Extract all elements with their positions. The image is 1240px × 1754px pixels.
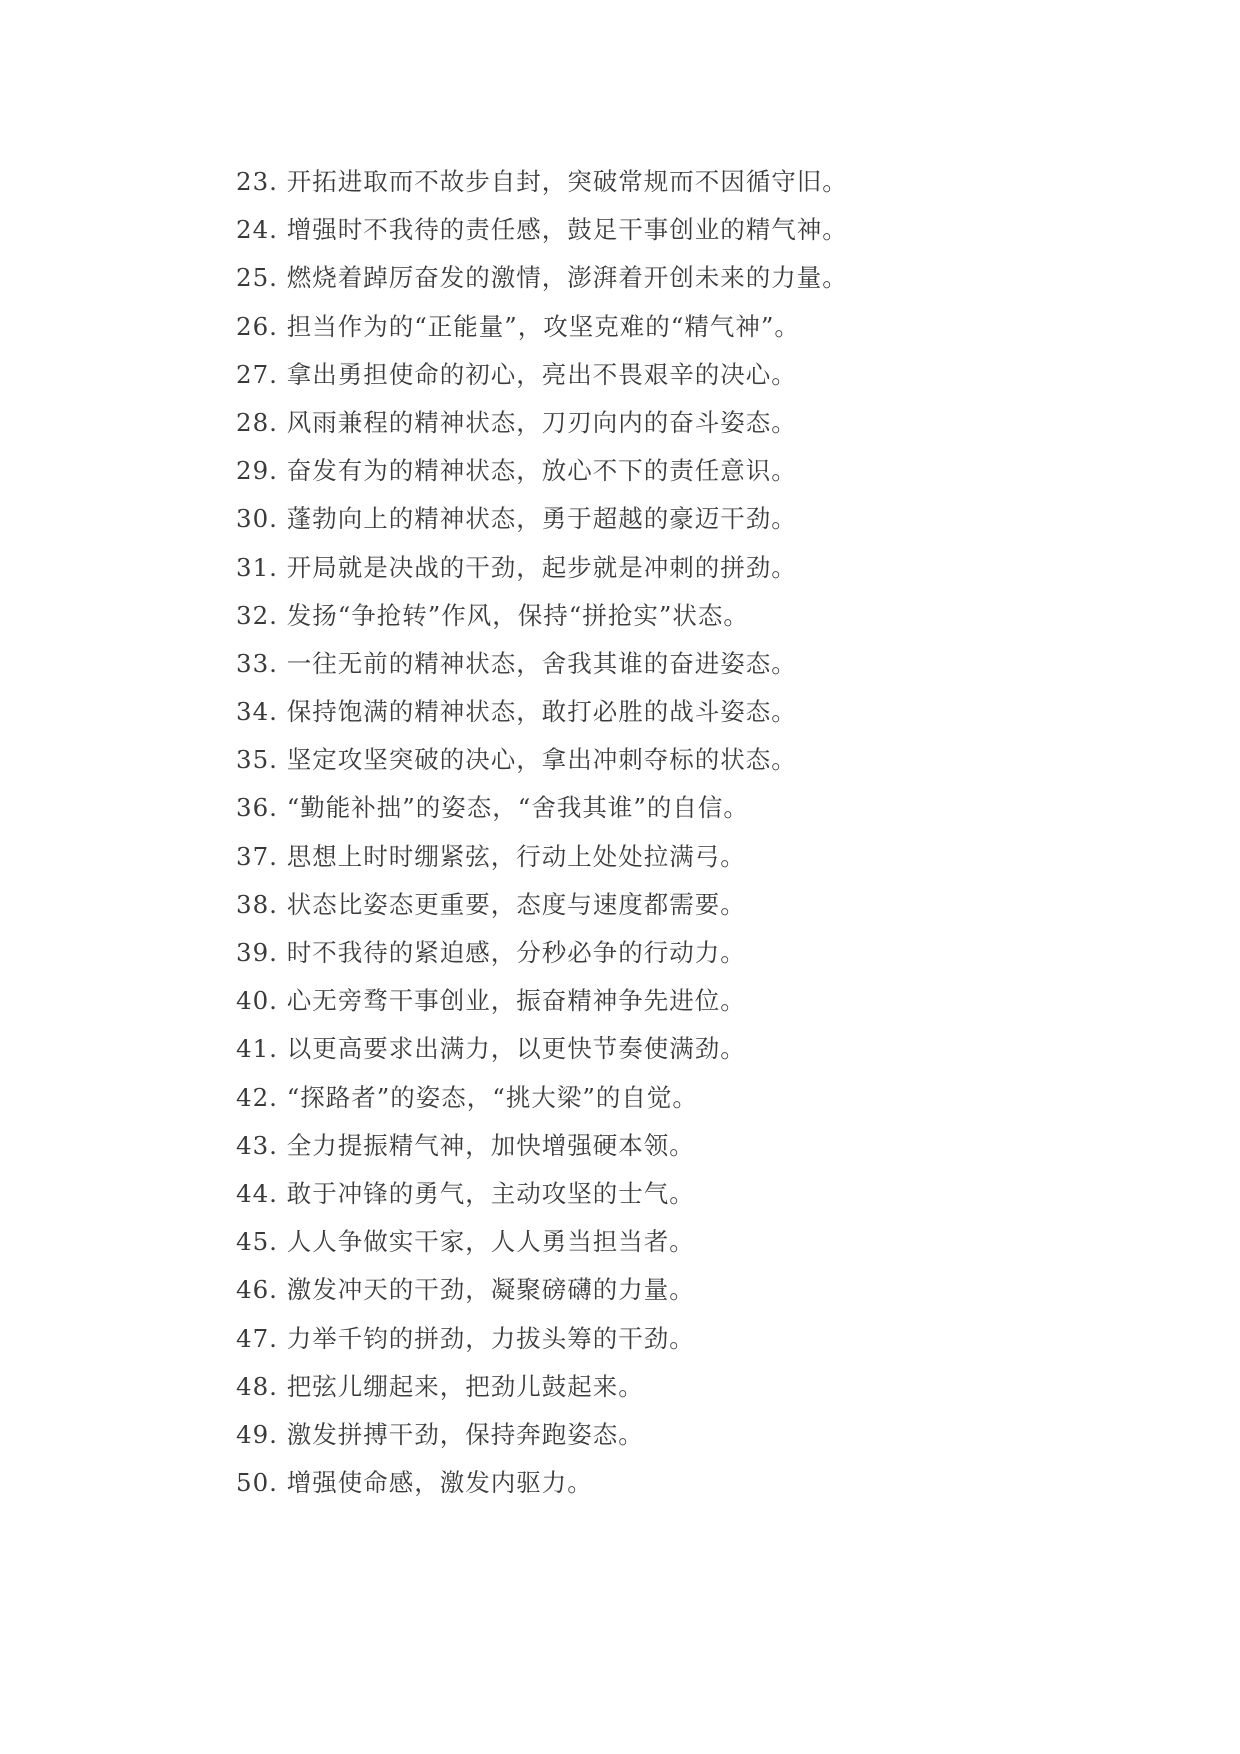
list-item: 33. 一往无前的精神状态，舍我其谁的奋进姿态。 <box>236 648 797 678</box>
list-item: 39. 时不我待的紧迫感，分秒必争的行动力。 <box>236 938 746 967</box>
list-item: 34. 保持饱满的精神状态，敢打必胜的战斗姿态。 <box>236 697 797 727</box>
list-item: 49. 激发拼搏干劲，保持奔跑姿态。 <box>236 1419 644 1449</box>
list-item: 26. 担当作为的“正能量”，攻坚克难的“精气神”。 <box>236 311 800 341</box>
list-item: 41. 以更高要求出满力，以更快节奏使满劲。 <box>236 1034 746 1064</box>
list-item: 40. 心无旁骛干事创业，振奋精神争先进位。 <box>236 986 746 1016</box>
list-item: 50. 增强使命感，激发内驱力。 <box>236 1468 593 1498</box>
list-item: 28. 风雨兼程的精神状态，刀刃向内的奋斗姿态。 <box>236 407 797 437</box>
list-item: 23. 开拓进取而不故步自封，突破常规而不因循守旧。 <box>236 167 848 196</box>
list-item: 32. 发扬“争抢转”作风，保持“拼抢实”状态。 <box>236 600 749 630</box>
list-item: 27. 拿出勇担使命的初心，亮出不畏艰辛的决心。 <box>236 359 797 389</box>
list-item: 24. 增强时不我待的责任感，鼓足干事创业的精气神。 <box>236 215 848 245</box>
list-item: 43. 全力提振精气神，加快增强硬本领。 <box>236 1130 695 1160</box>
list-item: 38. 状态比姿态更重要，态度与速度都需要。 <box>236 889 746 919</box>
list-item: 37. 思想上时时绷紧弦，行动上处处拉满弓。 <box>236 841 746 871</box>
list-item: 25. 燃烧着踔厉奋发的激情，澎湃着开创未来的力量。 <box>236 263 848 293</box>
list-item: 29. 奋发有为的精神状态，放心不下的责任意识。 <box>236 456 797 486</box>
list-item: 36. “勤能补拙”的姿态，“舍我其谁”的自信。 <box>236 793 749 823</box>
list-item: 46. 激发冲天的干劲，凝聚磅礴的力量。 <box>236 1275 695 1305</box>
list-item: 42. “探路者”的姿态，“挑大梁”的自觉。 <box>236 1082 698 1112</box>
list-item: 35. 坚定攻坚突破的决心，拿出冲刺夺标的状态。 <box>236 745 797 775</box>
list-item: 45. 人人争做实干家，人人勇当担当者。 <box>236 1227 695 1257</box>
list-item: 44. 敢于冲锋的勇气，主动攻坚的士气。 <box>236 1178 695 1208</box>
list-item: 31. 开局就是决战的干劲，起步就是冲刺的拼劲。 <box>236 552 797 582</box>
list-item: 30. 蓬勃向上的精神状态，勇于超越的豪迈干劲。 <box>236 504 797 534</box>
list-item: 47. 力举千钧的拼劲，力拔头筹的干劲。 <box>236 1323 695 1353</box>
list-item: 48. 把弦儿绷起来，把劲儿鼓起来。 <box>236 1371 644 1401</box>
slogan-list <box>236 158 1136 1507</box>
